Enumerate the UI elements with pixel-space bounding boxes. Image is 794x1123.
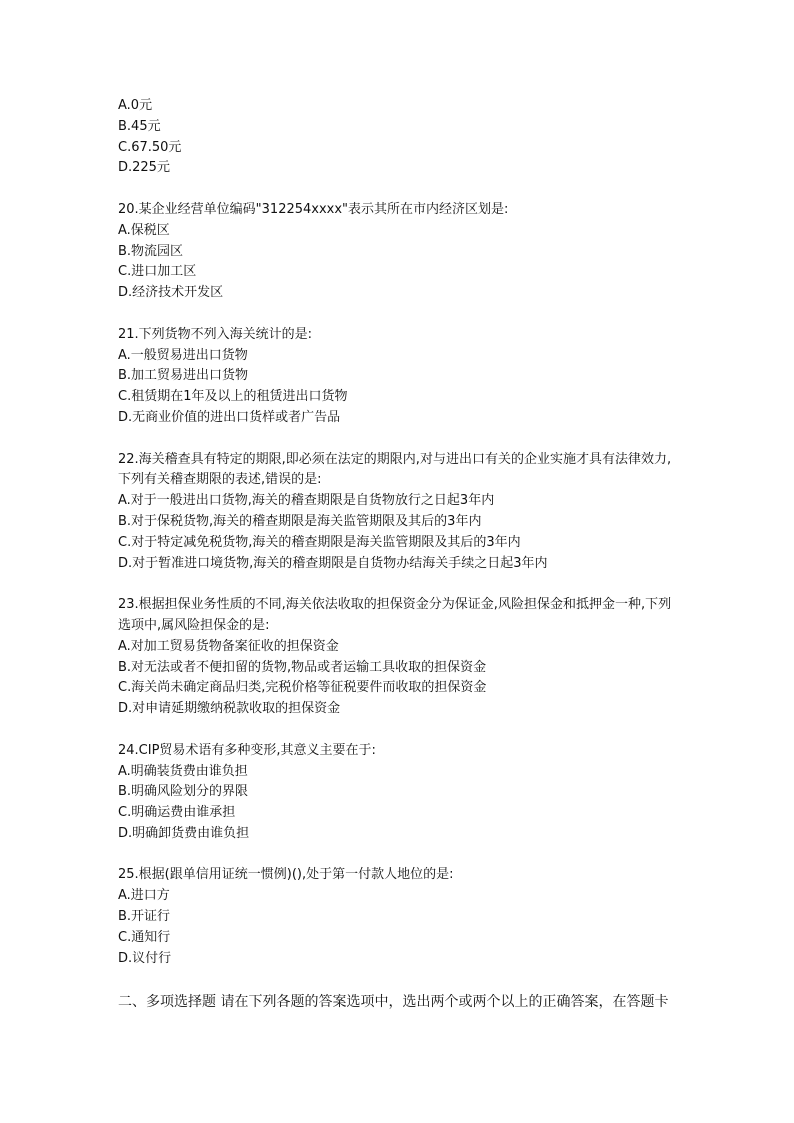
q20-option-a: A.保税区: [118, 222, 170, 238]
q25-question-text: 25.根据(跟单信用证统一惯例)(),处于第一付款人地位的是:: [118, 867, 454, 883]
question-25: [118, 865, 678, 969]
spacer: [118, 574, 678, 595]
q25-option-c: C.通知行: [118, 929, 171, 945]
question-22: [118, 450, 678, 575]
q25-option-b: B.开证行: [118, 909, 171, 925]
q20-option-c: C.进口加工区: [118, 264, 197, 280]
q22-option-a: A.对于一般进出口货物,海关的稽查期限是自货物放行之日起3年内: [118, 493, 495, 509]
q22-option-c: C.对于特定减免税货物,海关的稽查期限是海关监管期限及其后的3年内: [118, 534, 521, 550]
q23-option-c: C.海关尚未确定商品归类,完税价格等征税要件而收取的担保资金: [118, 680, 487, 696]
spacer: [118, 304, 678, 325]
q20-option-b: B.物流园区: [118, 243, 184, 259]
spacer: [118, 429, 678, 450]
q21-option-a: A.一般贸易进出口货物: [118, 347, 248, 363]
q21-option-c: C.租赁期在1年及以上的租赁进出口货物: [118, 389, 348, 405]
question-24: [118, 741, 678, 845]
q24-question-text: 24.CIP贸易术语有多种变形,其意义主要在于:: [118, 742, 376, 758]
spacer: [118, 845, 678, 866]
question-20: [118, 200, 678, 304]
spacer: [118, 720, 678, 741]
q25-option-d: D.议付行: [118, 950, 172, 966]
q23-option-a: A.对加工贸易货物备案征收的担保资金: [118, 638, 339, 654]
q24-option-b: B.明确风险划分的界限: [118, 784, 249, 800]
q22-question-text: 22.海关稽查具有特定的期限,即必须在法定的期限内,对与进出口有关的企业实施才具有法律效力,下列有关稽查期限的表述,错误的是:: [118, 451, 672, 488]
spacer: [118, 969, 678, 990]
q22-option-b: B.对于保税货物,海关的稽查期限是海关监管期限及其后的3年内: [118, 513, 482, 529]
spacer: [118, 179, 678, 200]
q21-option-b: B.加工贸易进出口货物: [118, 368, 249, 384]
q23-option-b: B.对无法或者不便扣留的货物,物品或者运输工具收取的担保资金: [118, 659, 487, 675]
q19-option-c: C.67.50元: [118, 139, 182, 155]
document-page: [118, 96, 678, 1013]
q24-option-a: A.明确装货费由谁负担: [118, 763, 248, 779]
q25-option-a: A.进口方: [118, 888, 170, 904]
question-21: [118, 325, 678, 429]
section-2-title: 二、多项选择题 请在下列各题的答案选项中，选出两个或两个以上的正确答案，在答题卡: [118, 994, 669, 1011]
q21-question-text: 21.下列货物不列入海关统计的是:: [118, 326, 313, 342]
q20-question-text: 20.某企业经营单位编码"312254xxxx"表示其所在市内经济区划是:: [118, 201, 509, 217]
q23-question-text: 23.根据担保业务性质的不同,海关依法收取的担保资金分为保证金,风险担保金和抵押金一种,下列选项中,属风险担保金的是:: [118, 597, 672, 633]
question-23: [118, 595, 678, 720]
q19-option-d: D.225元: [118, 160, 170, 176]
q19-option-a: A.0元: [118, 98, 153, 113]
q22-option-d: D.对于暂准进口境货物,海关的稽查期限是自货物办结海关手续之日起3年内: [118, 555, 548, 571]
q24-option-c: C.明确运费由谁承担: [118, 805, 236, 821]
q21-option-d: D.无商业价值的进出口货样或者广告品: [118, 409, 341, 425]
q19-option-b: B.45元: [118, 118, 161, 134]
q20-option-d: D.经济技术开发区: [118, 285, 224, 301]
q19-options: [118, 96, 678, 179]
q23-option-d: D.对申请延期缴纳税款收取的担保资金: [118, 701, 341, 717]
q24-option-d: D.明确卸货费由谁负担: [118, 825, 250, 841]
